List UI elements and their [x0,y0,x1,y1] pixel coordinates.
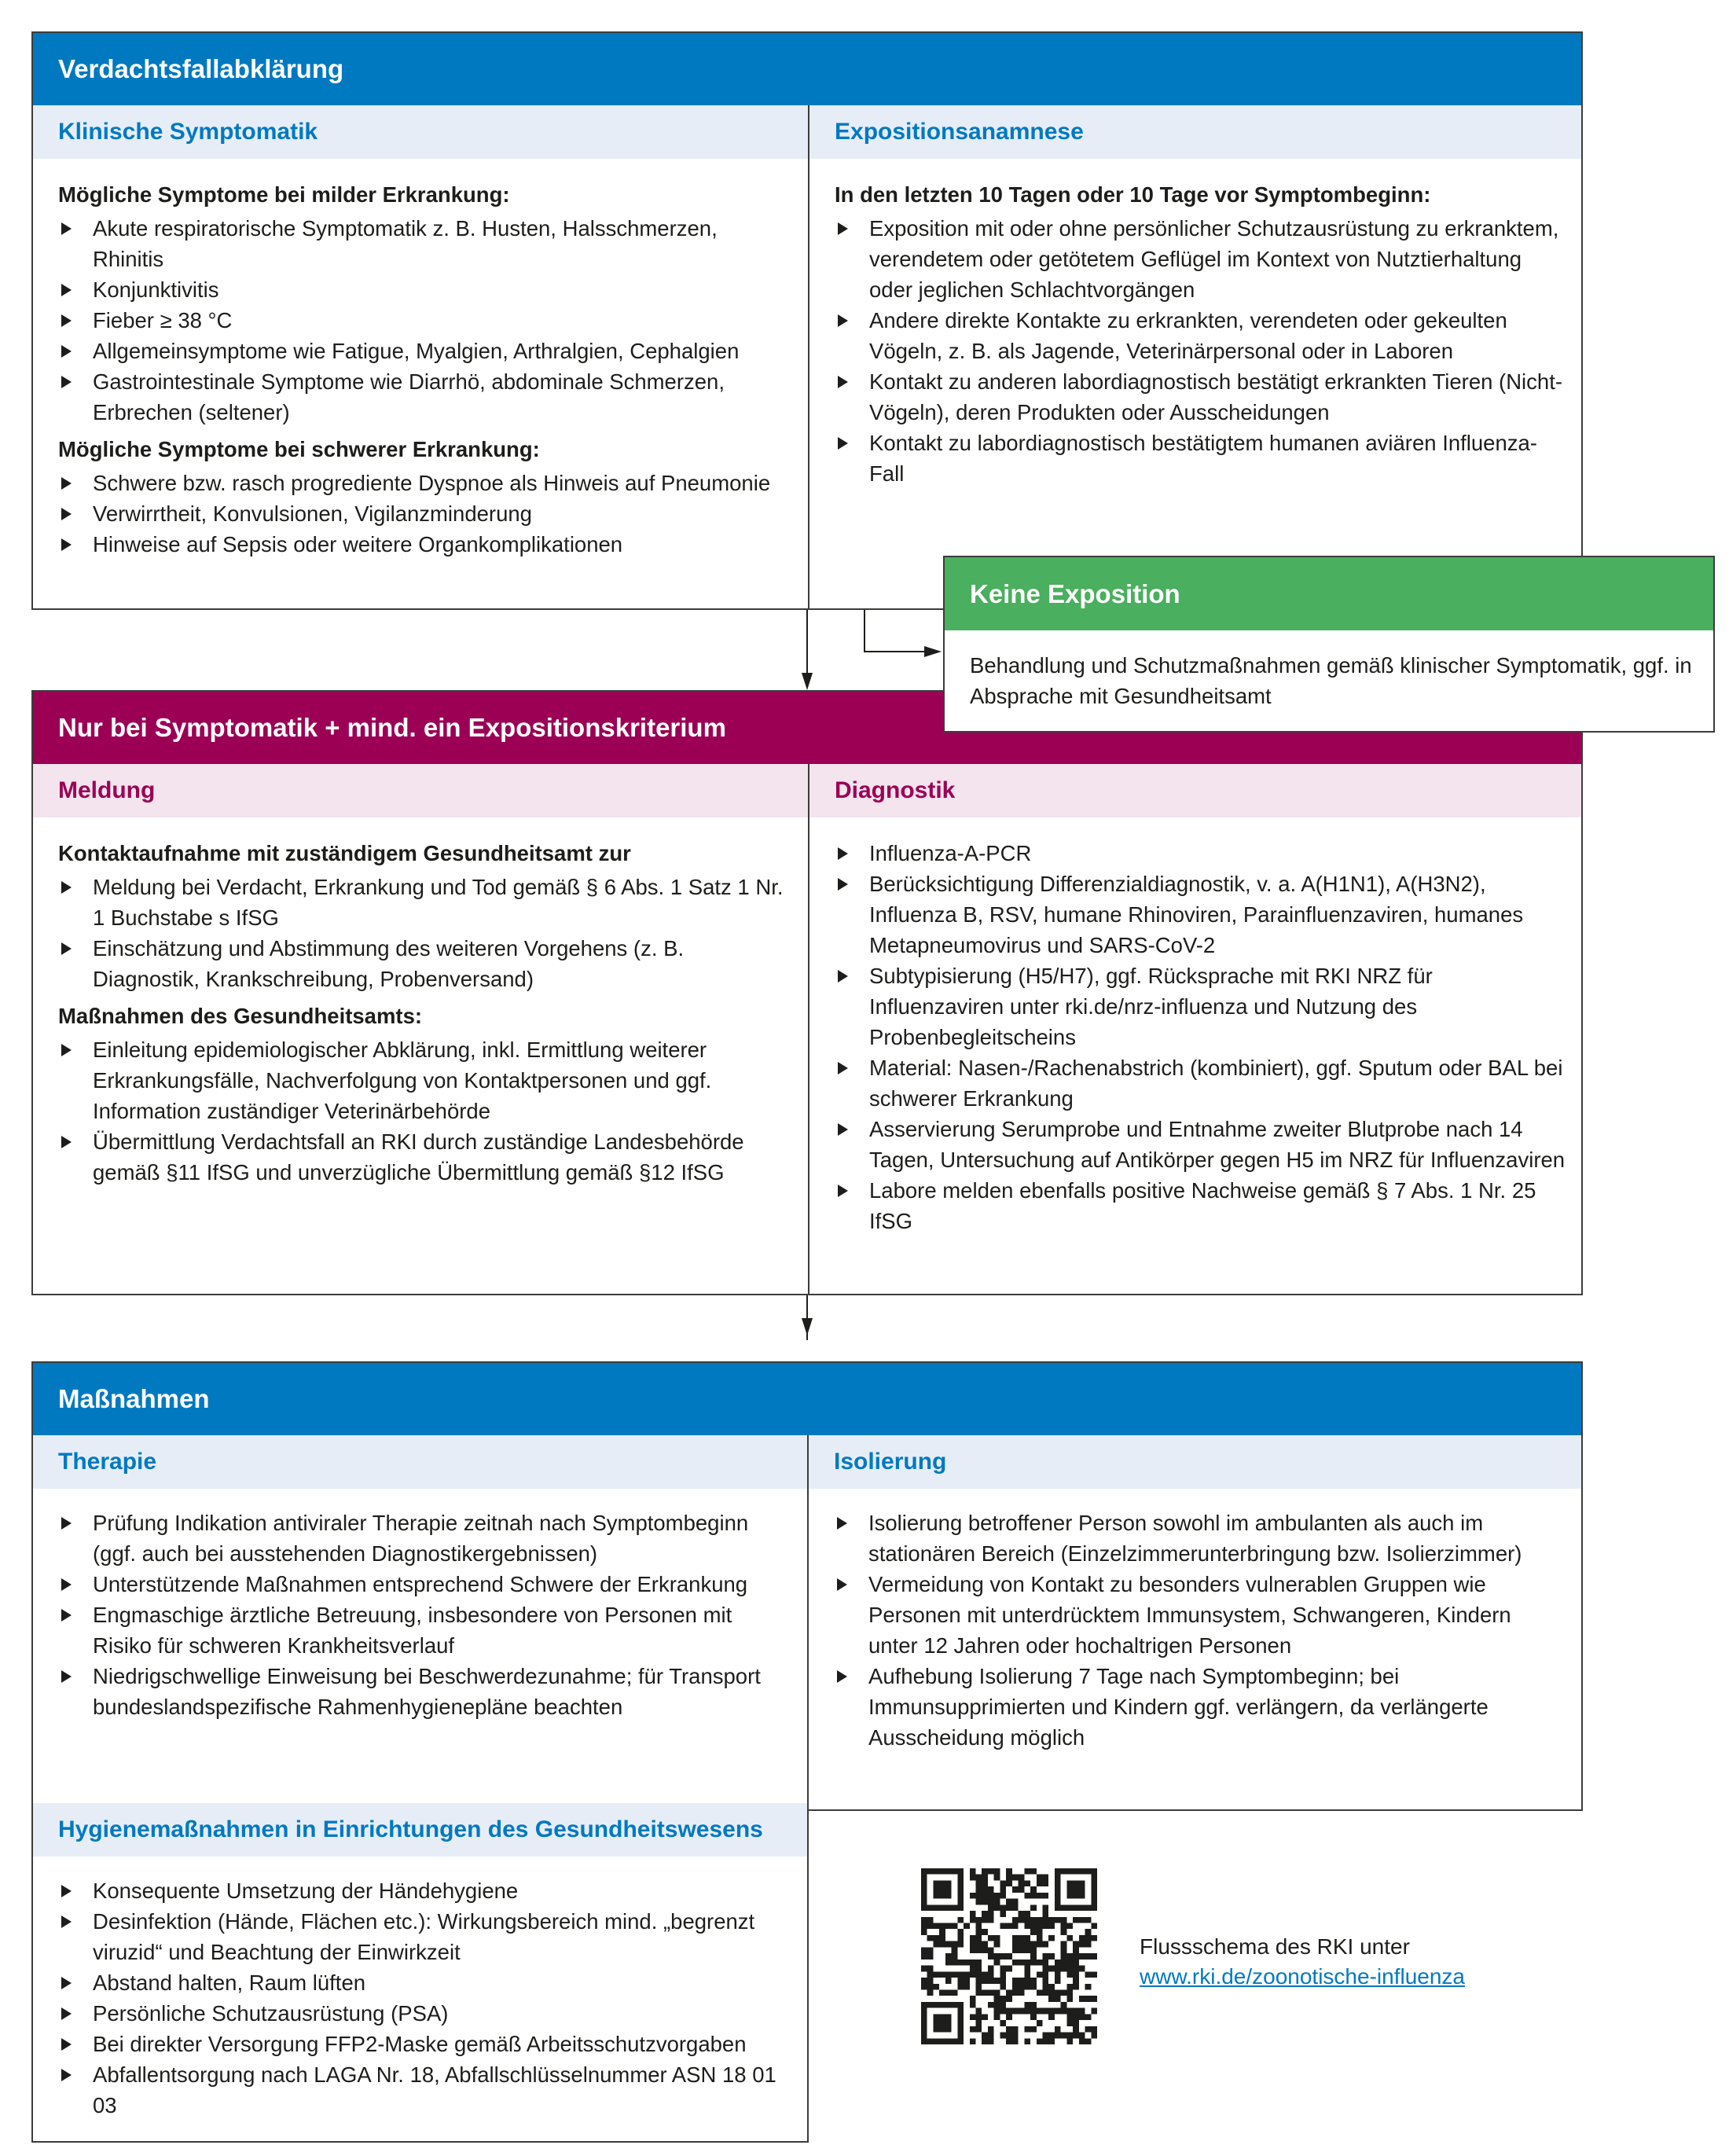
group-lead: Mögliche Symptome bei milder Erkrankung: [58,182,510,207]
rki-link[interactable]: www.rki.de/zoonotische-influenza [1140,1964,1465,1989]
list-contact [58,872,792,994]
list-item: Prüfung Indikation antiviraler Therapie zeitnah nach Symptombeginn (ggf. auch bei ausstehenden Diagnostikergebnissen) [58,1508,791,1569]
therapy-list [33,1508,807,1728]
list-item: Kontakt zu labordiagnostisch bestätigtem humanen aviären Influenza-Fall [835,428,1566,489]
list-item: Desinfektion (Hände, Flächen etc.): Wirkungsbereich mind. „begrenzt viruzid“ und Beachtung der Einwirkzeit [58,1906,791,1967]
hygiene-list [33,1875,807,2127]
list-item: Influenza-A-PCR [835,838,1566,869]
list-item: Übermittlung Verdachtsfall an RKI durch zuständige Landesbehörde gemäß §11 IfSG und unverzügliche Übermittlung gemäß §12 IfSG [58,1126,792,1188]
no-exposure-title: Keine Exposition [945,557,1713,630]
list-item: Isolierung betroffener Person sowohl im ambulanten als auch im stationären Bereich (Einzelzimmerunterbringung bzw. Isolierzimmer) [834,1508,1566,1569]
list-item: Labore melden ebenfalls positive Nachweise gemäß § 7 Abs. 1 Nr. 25 IfSG [835,1175,1566,1236]
list-therapy [58,1508,791,1722]
arrow-down-icon [802,673,813,690]
list-item: Unterstützende Maßnahmen entsprechend Schwere der Erkrankung [58,1569,791,1600]
list-item: Kontakt zu anderen labordiagnostisch bestätigt erkrankten Tieren (Nicht-Vögeln), deren Produkten oder Ausscheidungen [835,366,1566,428]
meldung-list [33,838,808,1194]
section-title: Maßnahmen [31,1361,1583,1435]
list-item: Gastrointestinale Symptome wie Diarrhö, abdominale Schmerzen, Erbrechen (seltener) [58,366,792,428]
list-item: Konsequente Umsetzung der Händehygiene [58,1875,791,1906]
list-item: Akute respiratorische Symptomatik z. B. Husten, Halsschmerzen, Rhinitis [58,213,792,274]
subheading-expositionsanamnese: Expositionsanamnese [809,105,1581,159]
list-item: Schwere bzw. rasch progrediente Dyspnoe als Hinweis auf Pneumonie [58,468,792,498]
list-item: Abfallentsorgung nach LAGA Nr. 18, Abfallschlüsselnummer ASN 18 01 03 [58,2059,791,2121]
subheading-diagnostik: Diagnostik [809,764,1581,817]
qr-code-icon[interactable] [921,1868,1097,2044]
caption-text: Flussschema des RKI unter [1140,1934,1410,1959]
group-lead: Kontaktaufnahme mit zuständigem Gesundheitsamt zur [58,841,631,865]
list-item: Fieber ≥ 38 °C [58,305,792,336]
qr-caption [1140,1932,1465,1992]
subheading-hygiene: Hygienemaßnahmen in Einrichtungen des Gesundheitswesens [33,1803,807,1857]
isolation-list [809,1508,1581,1759]
subheading-klinische-symptomatik: Klinische Symptomatik [33,105,808,159]
list-item: Aufhebung Isolierung 7 Tage nach Symptombeginn; bei Immunsupprimierten und Kindern ggf. verlängern, da verlängerte Ausscheidung möglich [834,1661,1566,1753]
connector-line [864,610,935,652]
list-item: Allgemeinsymptome wie Fatigue, Myalgien, Arthralgien, Cephalgien [58,336,792,366]
list-isolation [834,1508,1566,1753]
list-item: Hinweise auf Sepsis oder weitere Organkomplikationen [58,529,792,560]
no-exposure-text: Behandlung und Schutzmaßnahmen gemäß klinischer Symptomatik, ggf. in Absprache mit Gesundheitsamt [970,653,1692,708]
list-item: Asservierung Serumprobe und Entnahme zweiter Blutprobe nach 14 Tagen, Untersuchung auf Antikörper gegen H5 im NRZ für Influenzaviren [835,1114,1566,1175]
list-item: Meldung bei Verdacht, Erkrankung und Tod gemäß § 6 Abs. 1 Satz 1 Nr. 1 Buchstabe s IfSG [58,872,792,933]
list-health-office [58,1034,792,1188]
list-item: Verwirrtheit, Konvulsionen, Vigilanzminderung [58,498,792,529]
arrow-down-icon [802,1318,813,1335]
list-item: Persönliche Schutzausrüstung (PSA) [58,1998,791,2029]
subheading-isolierung: Isolierung [809,1435,1581,1489]
therapy-hygiene-column [31,1435,809,2143]
arrow-right-icon [924,646,942,657]
section-meldung-diagnostik [31,690,1583,1295]
list-item: Berücksichtigung Differenzialdiagnostik, v. a. A(H1N1), A(H3N2), Influenza B, RSV, humane Rhinoviren, Parainfluenzaviren, humanes Metapneumovirus und SARS-CoV-2 [835,869,1566,960]
list-item: Bei direkter Versorgung FFP2-Maske gemäß Arbeitsschutzvorgaben [58,2029,791,2059]
list-item: Subtypisierung (H5/H7), ggf. Rücksprache mit RKI NRZ für Influenzaviren unter rki.de/nrz-influenza und Nutzung des Probenbegleitscheins [835,960,1566,1052]
group-lead: Mögliche Symptome bei schwerer Erkrankung: [58,437,540,461]
list-item: Material: Nasen-/Rachenabstrich (kombiniert), ggf. Sputum oder BAL bei schwerer Erkrankung [835,1052,1566,1114]
section-massnahmen [31,1361,1583,2144]
group-lead: Maßnahmen des Gesundheitsamts: [58,1004,423,1028]
section-title: Verdachtsfallabklärung [33,33,1581,105]
list-diagnostik [835,838,1566,1236]
list-item: Einleitung epidemiologischer Abklärung, inkl. Ermittlung weiterer Erkrankungsfälle, Nachverfolgung von Kontaktpersonen und ggf. Information zuständiger Veterinärbehörde [58,1034,792,1126]
group-lead: In den letzten 10 Tagen oder 10 Tage vor Symptombeginn: [835,182,1431,207]
diagnostik-list [809,838,1581,1243]
isolation-column [807,1435,1583,1811]
list-item: Abstand halten, Raum lüften [58,1967,791,1998]
no-exposure-box [943,556,1715,733]
list-item: Niedrigschwellige Einweisung bei Beschwerdezunahme; für Transport bundeslandspezifische Rahmenhygienepläne beachten [58,1661,791,1722]
list-item: Konjunktivitis [58,274,792,305]
list-item: Vermeidung von Kontakt zu besonders vulnerablen Gruppen wie Personen mit unterdrücktem Immunsystem, Schwangeren, Kindern unter 12 Jahren oder hochaltrigen Personen [834,1569,1566,1661]
list-item: Engmaschige ärztliche Betreuung, insbesondere von Personen mit Risiko für schweren Krankheitsverlauf [58,1600,791,1661]
list-item: Einschätzung und Abstimmung des weiteren Vorgehens (z. B. Diagnostik, Krankschreibung, Probenversand) [58,933,792,994]
subheading-meldung: Meldung [33,764,808,817]
subheading-therapie: Therapie [33,1435,807,1489]
list-hygiene [58,1875,791,2121]
list-item: Andere direkte Kontakte zu erkrankten, verendeten oder gekeulten Vögeln, z. B. als Jagende, Veterinärpersonal oder in Laboren [835,305,1566,366]
section-title: Nur bei Symptomatik + mind. ein Expositionskriterium [33,692,1581,764]
list-item: Exposition mit oder ohne persönlicher Schutzausrüstung zu erkranktem, verendetem oder getötetem Geflügel im Kontext von Nutztierhaltung oder jeglichen Schlachtvorgängen [835,213,1566,305]
